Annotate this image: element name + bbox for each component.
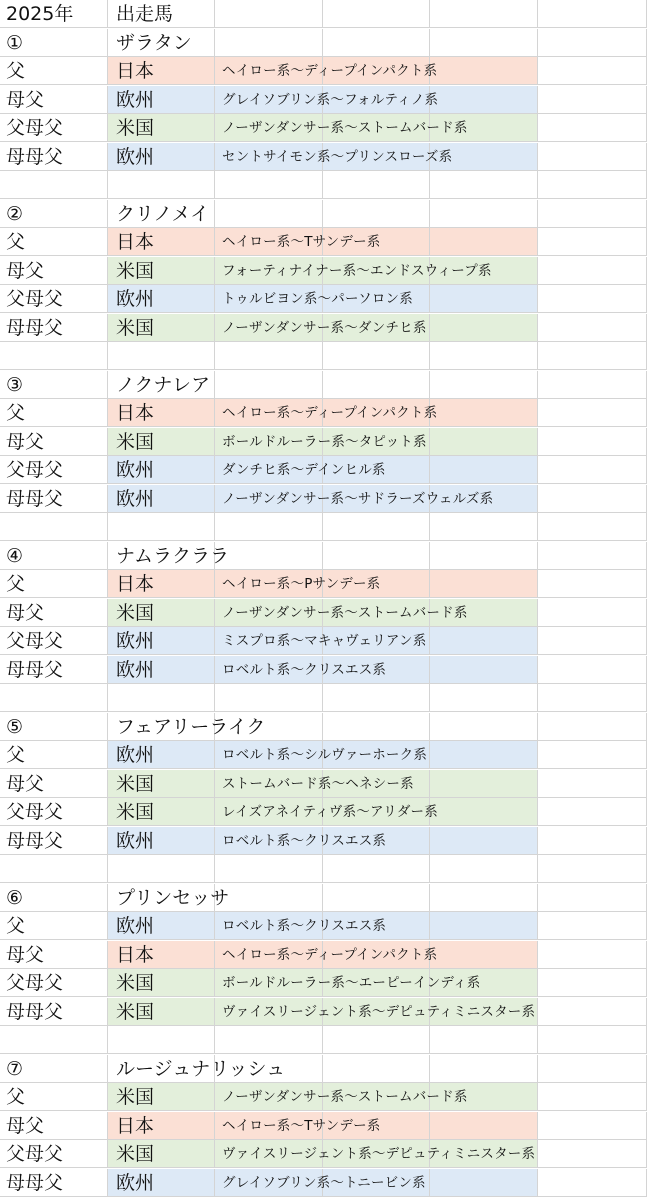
region-label: 日本 — [116, 60, 155, 82]
sire-line: ヴァイスリージェント系〜デピュティミニスター系 — [222, 1146, 536, 1162]
relation-label: 父母父 — [6, 288, 64, 310]
region-label: 欧州 — [116, 829, 155, 852]
sire-line: ノーザンダンサー系〜ストームバード系 — [222, 604, 468, 621]
cell[interactable] — [323, 342, 430, 370]
cell[interactable] — [538, 86, 647, 114]
horse-name: クリノメイ — [116, 202, 210, 225]
region-label: 米国 — [116, 1086, 155, 1108]
cell[interactable] — [538, 114, 647, 142]
cell[interactable] — [430, 770, 538, 798]
sire-line: グレイソブリン系〜フォルティノ系 — [222, 91, 439, 108]
pedigree-row — [0, 485, 647, 514]
cell[interactable] — [108, 513, 215, 541]
cell[interactable] — [430, 656, 538, 684]
cell[interactable] — [215, 0, 323, 28]
cell[interactable] — [538, 342, 647, 370]
cell[interactable] — [538, 627, 647, 655]
region-label: 米国 — [116, 1143, 155, 1165]
cell[interactable] — [323, 713, 430, 741]
relation-label: 母母父 — [6, 145, 64, 168]
pedigree-row — [0, 285, 647, 314]
cell[interactable] — [108, 342, 215, 370]
cell[interactable] — [430, 941, 538, 969]
cell[interactable] — [430, 285, 538, 313]
blank-row — [0, 171, 647, 200]
pedigree-row — [0, 114, 647, 143]
cell[interactable] — [215, 513, 323, 541]
cell[interactable] — [538, 1140, 647, 1168]
cell[interactable] — [430, 342, 538, 370]
pedigree-row — [0, 399, 647, 428]
sire-line: ヘイロー系〜Tサンデー系 — [222, 1117, 381, 1134]
cell[interactable] — [538, 399, 647, 427]
cell[interactable] — [323, 200, 430, 228]
sire-line: ロベルト系〜シルヴァーホーク系 — [222, 747, 428, 763]
relation-label: 父母父 — [6, 801, 64, 823]
cell[interactable] — [538, 1083, 647, 1111]
pedigree-row — [0, 428, 647, 457]
sire-line: ミスプロ系〜マキャヴェリアン系 — [222, 633, 427, 649]
pedigree-row — [0, 998, 647, 1027]
region-label: 米国 — [116, 259, 155, 282]
cell[interactable] — [538, 371, 647, 399]
cell[interactable] — [0, 171, 108, 199]
region-label: 日本 — [116, 231, 155, 253]
region-label: 日本 — [116, 943, 155, 966]
cell[interactable] — [538, 912, 647, 940]
cell[interactable] — [538, 285, 647, 313]
sire-line: ロベルト系〜クリスエス系 — [222, 832, 387, 849]
cell[interactable] — [538, 485, 647, 513]
cell[interactable] — [215, 171, 323, 199]
cell[interactable] — [538, 171, 647, 199]
cell[interactable] — [430, 912, 538, 940]
cell[interactable] — [538, 798, 647, 826]
cell[interactable] — [538, 969, 647, 997]
horse-number: ⑤ — [6, 715, 24, 738]
sire-line: ボールドルーラー系〜エーピーインディ系 — [222, 975, 481, 991]
cell[interactable] — [430, 1169, 538, 1197]
cell[interactable] — [430, 855, 538, 883]
cell[interactable] — [430, 228, 538, 256]
blank-row — [0, 513, 647, 542]
relation-label: 母父 — [6, 88, 45, 111]
region-label: 欧州 — [116, 88, 155, 111]
cell[interactable] — [538, 599, 647, 627]
region-label: 欧州 — [116, 487, 155, 510]
horse-title-row — [0, 1055, 647, 1084]
relation-label: 母母父 — [6, 658, 64, 681]
sire-line: ノーザンダンサー系〜ストームバード系 — [222, 120, 468, 136]
cell[interactable] — [215, 342, 323, 370]
relation-label: 父 — [6, 744, 26, 766]
pedigree-row — [0, 143, 647, 172]
cell[interactable] — [538, 1112, 647, 1140]
cell[interactable] — [538, 941, 647, 969]
cell[interactable] — [323, 0, 430, 28]
cell[interactable] — [430, 456, 538, 484]
relation-label: 父母父 — [6, 459, 64, 481]
horse-name: ノクナレア — [116, 373, 211, 396]
cell[interactable] — [430, 86, 538, 114]
horse-title-row — [0, 29, 647, 58]
cell[interactable] — [538, 542, 647, 570]
cell[interactable] — [108, 1026, 215, 1054]
sire-line: ロベルト系〜クリスエス系 — [222, 661, 387, 678]
horse-title-row — [0, 884, 647, 913]
region-label: 米国 — [116, 1000, 155, 1023]
cell[interactable] — [323, 684, 430, 712]
region-label: 欧州 — [116, 658, 155, 681]
pedigree-row — [0, 798, 647, 827]
cell[interactable] — [538, 29, 647, 57]
horse-number: ⑥ — [6, 886, 24, 909]
cell[interactable] — [538, 200, 647, 228]
relation-label: 父 — [6, 231, 26, 253]
cell[interactable] — [430, 1112, 538, 1140]
relation-label: 母父 — [6, 943, 45, 966]
cell[interactable] — [538, 0, 647, 28]
cell[interactable] — [215, 200, 323, 228]
cell[interactable] — [430, 314, 538, 342]
relation-label: 父母父 — [6, 1143, 64, 1165]
cell[interactable] — [538, 684, 647, 712]
relation-label: 母父 — [6, 259, 45, 282]
relation-label: 母父 — [6, 1114, 45, 1137]
cell[interactable] — [538, 456, 647, 484]
horse-number: ② — [6, 202, 24, 225]
cell[interactable] — [538, 656, 647, 684]
cell[interactable] — [430, 0, 538, 28]
region-label: 欧州 — [116, 459, 155, 481]
cell[interactable] — [323, 1055, 430, 1083]
pedigree-row — [0, 741, 647, 770]
pedigree-row — [0, 1083, 647, 1112]
cell[interactable] — [215, 542, 323, 570]
cell[interactable] — [430, 428, 538, 456]
blank-row — [0, 342, 647, 371]
cell[interactable] — [538, 143, 647, 171]
horse-name: フェアリーライク — [116, 715, 266, 738]
cell[interactable] — [108, 684, 215, 712]
region-label: 米国 — [116, 430, 155, 453]
horse-number: ⑦ — [6, 1057, 24, 1080]
cell[interactable] — [215, 29, 323, 57]
relation-label: 父 — [6, 915, 26, 937]
cell[interactable] — [430, 1026, 538, 1054]
horse-title-row — [0, 713, 647, 742]
sire-line: ロベルト系〜クリスエス系 — [222, 918, 387, 934]
horse-title-row — [0, 542, 647, 571]
region-label: 米国 — [116, 117, 155, 139]
cell[interactable] — [430, 1055, 538, 1083]
cell[interactable] — [0, 1026, 108, 1054]
cell[interactable] — [430, 200, 538, 228]
relation-label: 母父 — [6, 601, 45, 624]
sire-line: ヘイロー系〜ディープインパクト系 — [222, 405, 438, 421]
cell[interactable] — [108, 171, 215, 199]
region-label: 米国 — [116, 772, 155, 795]
cell[interactable] — [323, 542, 430, 570]
pedigree-row — [0, 969, 647, 998]
horse-name: ザラタン — [116, 31, 192, 54]
relation-label: 父母父 — [6, 630, 64, 652]
cell[interactable] — [538, 855, 647, 883]
pedigree-row — [0, 1112, 647, 1141]
horse-number: ① — [6, 31, 24, 54]
relation-label: 父 — [6, 573, 26, 595]
cell[interactable] — [430, 627, 538, 655]
relation-label: 父 — [6, 1086, 26, 1108]
cell[interactable] — [108, 855, 215, 883]
cell[interactable] — [538, 884, 647, 912]
cell[interactable] — [430, 371, 538, 399]
cell[interactable] — [0, 513, 108, 541]
horse-title-row — [0, 371, 647, 400]
relation-label: 母父 — [6, 772, 45, 795]
pedigree-row — [0, 228, 647, 257]
region-label: 欧州 — [116, 288, 155, 310]
region-label: 米国 — [116, 601, 155, 624]
region-label: 米国 — [116, 316, 155, 339]
region-label: 欧州 — [116, 145, 155, 168]
cell[interactable] — [215, 1026, 323, 1054]
sire-line: フォーティナイナー系〜エンドスウィープ系 — [222, 262, 492, 279]
cell[interactable] — [538, 257, 647, 285]
pedigree-row — [0, 912, 647, 941]
cell[interactable] — [430, 741, 538, 769]
horse-number: ④ — [6, 544, 24, 567]
blank-row — [0, 855, 647, 884]
cell[interactable] — [538, 57, 647, 85]
sire-line: ヘイロー系〜Pサンデー系 — [222, 576, 381, 592]
cell[interactable] — [538, 998, 647, 1026]
sire-line: セントサイモン系〜プリンスローズ系 — [222, 148, 453, 165]
cell[interactable] — [215, 855, 323, 883]
cell[interactable] — [538, 513, 647, 541]
pedigree-row — [0, 257, 647, 286]
cell[interactable] — [323, 371, 430, 399]
region-label: 欧州 — [116, 744, 155, 766]
cell[interactable] — [538, 314, 647, 342]
sire-line: ヘイロー系〜Tサンデー系 — [222, 234, 381, 250]
sire-line: ヘイロー系〜ディープインパクト系 — [222, 63, 438, 79]
relation-label: 父母父 — [6, 972, 64, 994]
relation-label: 父母父 — [6, 117, 64, 139]
region-label: 米国 — [116, 801, 155, 823]
sire-line: ヴァイスリージェント系〜デピュティミニスター系 — [222, 1003, 536, 1020]
cell[interactable] — [215, 371, 323, 399]
pedigree-row — [0, 941, 647, 970]
cell[interactable] — [215, 684, 323, 712]
pedigree-row — [0, 57, 647, 86]
cell[interactable] — [0, 855, 108, 883]
sire-line: ノーザンダンサー系〜ダンチヒ系 — [222, 319, 427, 336]
sire-line: ダンチヒ系〜デインヒル系 — [222, 462, 386, 478]
cell[interactable] — [538, 1055, 647, 1083]
sire-line: ノーザンダンサー系〜サドラーズウェルズ系 — [222, 490, 494, 507]
cell[interactable] — [323, 513, 430, 541]
cell[interactable] — [430, 171, 538, 199]
cell[interactable] — [430, 29, 538, 57]
cell[interactable] — [538, 770, 647, 798]
horse-title-row — [0, 200, 647, 229]
cell[interactable] — [430, 884, 538, 912]
relation-label: 父 — [6, 60, 26, 82]
relation-label: 母母父 — [6, 487, 64, 510]
sire-line: ヘイロー系〜ディープインパクト系 — [222, 946, 438, 963]
cell[interactable] — [430, 798, 538, 826]
cell[interactable] — [323, 171, 430, 199]
relation-label: 母母父 — [6, 829, 64, 852]
relation-label: 父 — [6, 402, 26, 424]
blank-row — [0, 1026, 647, 1055]
pedigree-row — [0, 770, 647, 799]
pedigree-row — [0, 456, 647, 485]
cell[interactable] — [430, 713, 538, 741]
cell[interactable] — [430, 827, 538, 855]
cell[interactable] — [215, 884, 323, 912]
cell[interactable] — [538, 1169, 647, 1197]
cell[interactable] — [430, 513, 538, 541]
cell[interactable] — [538, 428, 647, 456]
cell[interactable] — [430, 57, 538, 85]
relation-label: 母母父 — [6, 1000, 64, 1023]
cell[interactable] — [430, 684, 538, 712]
header-title: 出走馬 — [116, 3, 174, 25]
region-label: 日本 — [116, 573, 155, 595]
cell[interactable] — [538, 228, 647, 256]
sire-line: トゥルビヨン系〜パーソロン系 — [222, 291, 413, 307]
header-row — [0, 0, 647, 29]
pedigree-row — [0, 1140, 647, 1169]
cell[interactable] — [323, 855, 430, 883]
cell[interactable] — [323, 29, 430, 57]
pedigree-row — [0, 570, 647, 599]
region-label: 欧州 — [116, 915, 155, 937]
pedigree-row — [0, 656, 647, 685]
relation-label: 母母父 — [6, 1171, 64, 1194]
horse-name: ルージュナリッシュ — [116, 1057, 286, 1080]
region-label: 日本 — [116, 402, 155, 424]
region-label: 米国 — [116, 972, 155, 994]
sire-line: ボールドルーラー系〜タピット系 — [222, 433, 427, 450]
blank-row — [0, 684, 647, 713]
pedigree-row — [0, 1169, 647, 1198]
sire-line: ストームバード系〜ヘネシー系 — [222, 775, 414, 792]
cell[interactable] — [430, 399, 538, 427]
cell[interactable] — [538, 570, 647, 598]
region-label: 欧州 — [116, 1171, 155, 1194]
pedigree-row — [0, 314, 647, 343]
horse-number: ③ — [6, 373, 24, 396]
cell[interactable] — [538, 713, 647, 741]
horse-name: ナムラクララ — [116, 544, 230, 567]
pedigree-row — [0, 86, 647, 115]
region-label: 欧州 — [116, 630, 155, 652]
horse-name: プリンセッサ — [116, 886, 230, 909]
sire-line: グレイソブリン系〜トニービン系 — [222, 1174, 426, 1191]
relation-label: 母母父 — [6, 316, 64, 339]
cell[interactable] — [0, 342, 108, 370]
cell[interactable] — [430, 542, 538, 570]
pedigree-row — [0, 827, 647, 856]
cell[interactable] — [538, 827, 647, 855]
cell[interactable] — [323, 1026, 430, 1054]
cell[interactable] — [538, 741, 647, 769]
cell[interactable] — [0, 684, 108, 712]
cell[interactable] — [430, 570, 538, 598]
cell[interactable] — [323, 884, 430, 912]
pedigree-row — [0, 627, 647, 656]
sire-line: レイズアネイティヴ系〜アリダー系 — [222, 804, 438, 820]
pedigree-row — [0, 599, 647, 628]
region-label: 日本 — [116, 1114, 155, 1137]
year-label: 2025年 — [6, 3, 74, 25]
sire-line: ノーザンダンサー系〜ストームバード系 — [222, 1089, 468, 1105]
relation-label: 母父 — [6, 430, 45, 453]
cell[interactable] — [538, 1026, 647, 1054]
